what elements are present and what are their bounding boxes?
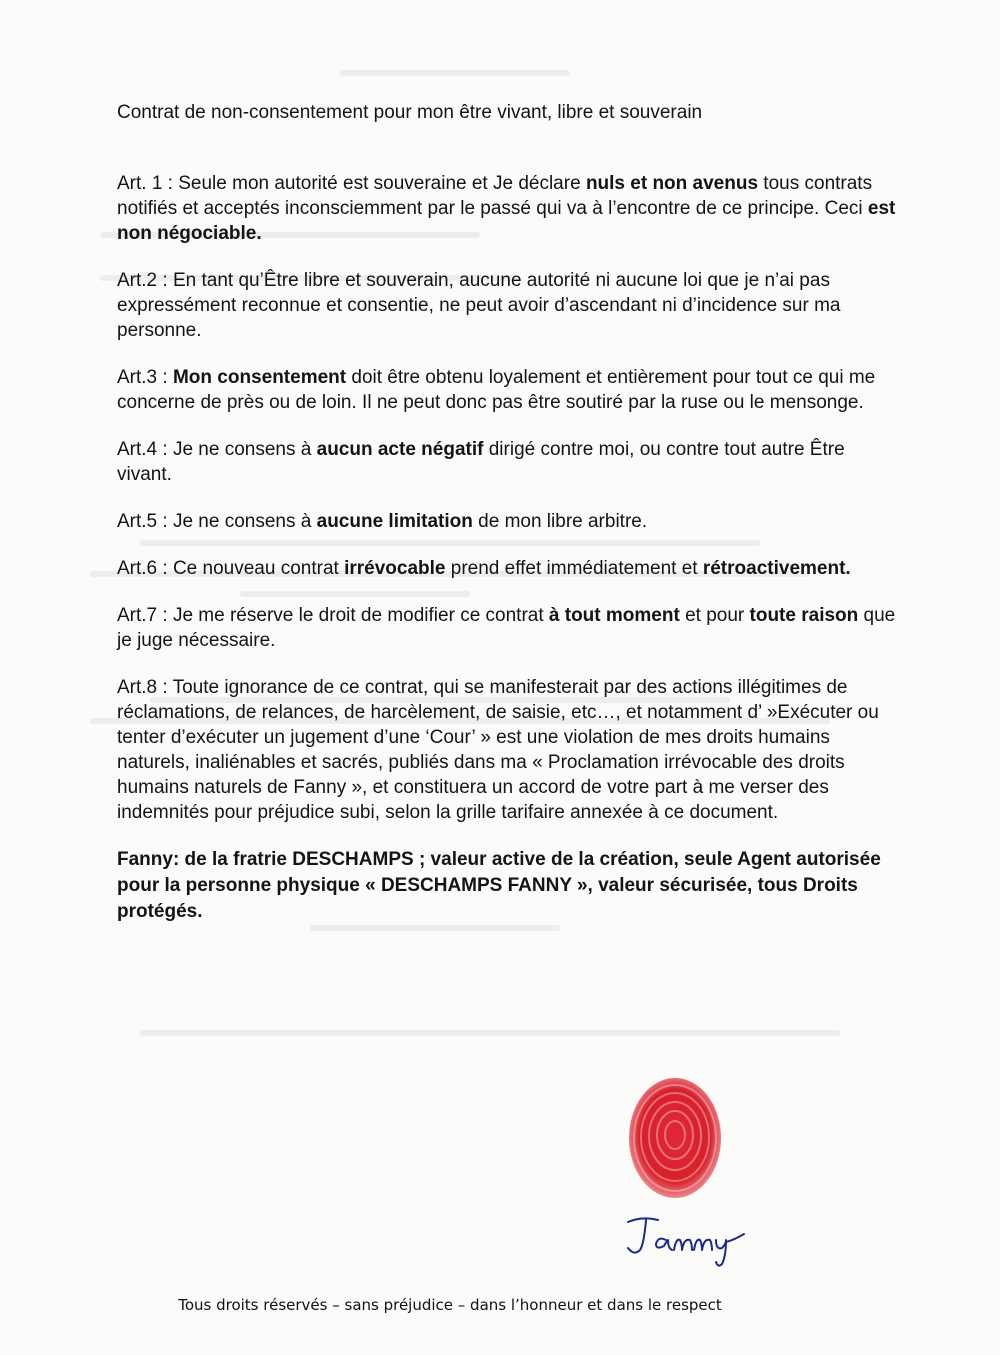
signature-block: Fanny: de la fratrie DESCHAMPS ; valeur active de la création, seule Agent autorisée pour la personne physique « DESCHAMPS FANNY », valeur sécurisée, tous Droits protégés. [117,849,881,922]
article-text: de mon libre arbitre. [472,511,648,532]
emphasis-text: rétroactivement. [702,558,851,579]
emphasis-text: est non négociable. [117,198,896,244]
emphasis-text: aucune limitation [316,511,473,532]
article-4 [117,437,897,487]
red-thumbprint [620,1075,730,1205]
article-7 [117,603,897,653]
article-text: et pour [679,605,750,626]
emphasis-text: toute raison [749,605,859,626]
article-text: que je juge nécessaire. [117,605,896,651]
article-text: Art.3 : [117,367,173,388]
document-title: Contrat de non-consentement pour mon être vivant, libre et souverain [117,102,703,123]
article-text: Art. 1 : Seule mon autorité est souveraine et Je déclare [117,173,586,194]
article-text: dirigé contre moi, ou contre tout autre Être vivant. [117,439,845,485]
contract-page [117,100,897,925]
article-1 [117,171,897,246]
emphasis-text: aucun acte négatif [316,439,484,460]
article-text: Art.6 : Ce nouveau contrat [117,558,345,579]
articles-list [117,171,897,847]
article-text: prend effet immédiatement et [445,558,703,579]
emphasis-text: irrévocable [344,558,446,579]
article-text: Art.5 : Je ne consens à [117,511,317,532]
article-text: tous contrats notifiés et acceptés inconsciemment par le passé qui va à l’encontre de ce principe. Ceci [117,173,873,219]
article-3 [117,365,897,415]
article-text: Art.8 : Toute ignorance de ce contrat, qui se manifesterait par des actions illégitimes de réclamations, de relances, de harcèlement, de saisie, etc…, et notamment d’ »Exécuter ou tenter d’exécuter un jugement d’une ‘Cour’ » est une violation de mes droits humains naturels, inaliénables et sacrés, publiés dans ma « Proclamation irrévocable des droits humains naturels de Fanny », et constituera un accord de votre part à me verser des indemnités pour préjudice subi, selon la grille tarifaire annexée à ce document. [117,677,879,823]
article-text: Art.4 : Je ne consens à [117,439,317,460]
article-text: doit être obtenu loyalement et entièrement pour tout ce qui me concerne de près ou de loin. Il ne peut donc pas être soutiré par la ruse ou le mensonge. [117,367,876,413]
article-5 [117,509,897,534]
footer-note: Tous droits réservés – sans préjudice – dans l’honneur et dans le respect [178,1296,722,1314]
article-text: Art.7 : Je me réserve le droit de modifier ce contrat [117,605,549,626]
article-text: Art.2 : En tant qu’Être libre et souverain, aucune autorité ni aucune loi que je n’ai pas expressément reconnue et consentie, ne peut avoir d’ascendant ni d’incidence sur ma personne. [117,270,841,341]
emphasis-text: à tout moment [548,605,680,626]
article-8 [117,675,897,825]
handwritten-signature [622,1210,752,1270]
emphasis-text: nuls et non avenus [585,173,759,194]
article-6 [117,556,897,581]
article-2 [117,268,897,343]
emphasis-text: Mon consentement [172,367,347,388]
